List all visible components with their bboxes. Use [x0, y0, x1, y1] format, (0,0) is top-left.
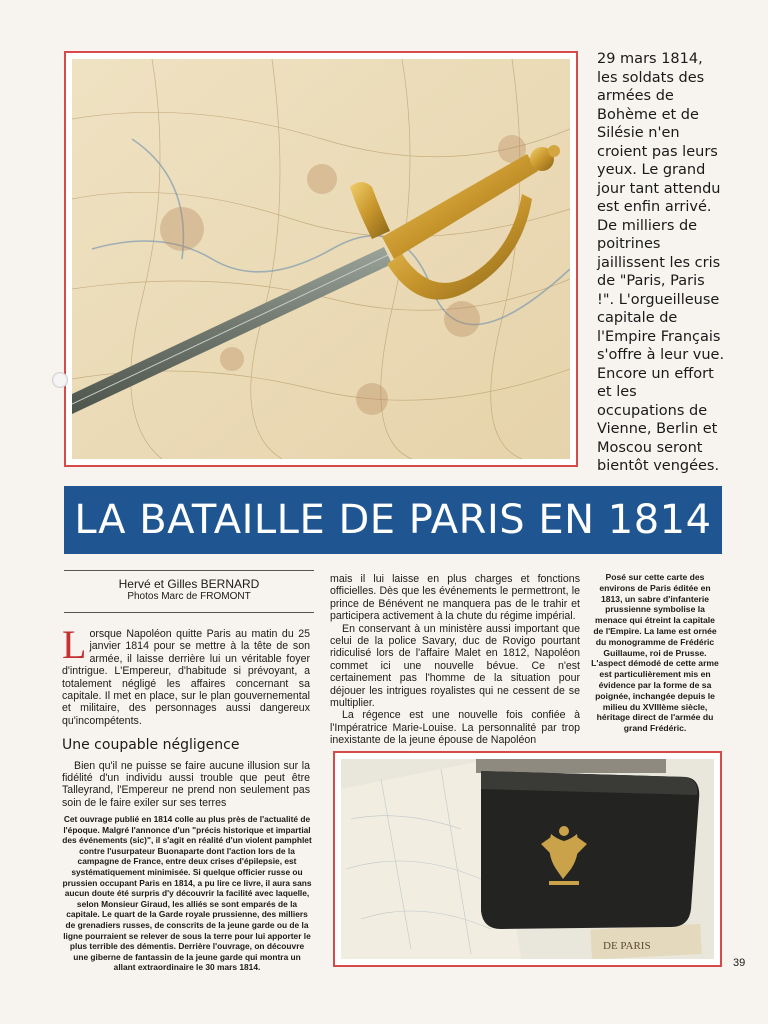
byline-bottom-rule	[64, 612, 314, 613]
drop-cap: L	[62, 622, 87, 667]
sabre-photo-frame	[64, 51, 578, 467]
sabre-caption: Posé sur cette carte des environs de Paris éditée en 1813, un sabre d'infanterie prussienne symbolise la menace qui étreint la capitale de l'Empire. La lame est ornée du monogramme de Frédéric Guillaume, roi de Prusse. L'aspect démodé de cette arme est particulièrement mis en évidence par la forme de sa poignée, inchangée depuis le milieu du XVIIIème siècle, héritage direct de l'armée du grand Frédéric.	[591, 572, 719, 734]
column-1	[62, 622, 310, 809]
map-label: DE PARIS	[603, 940, 651, 952]
page-number: 39	[733, 957, 746, 969]
article-title: LA BATAILLE DE PARIS EN 1814	[64, 486, 722, 554]
paragraph: orsque Napoléon quitte Paris au matin du 25 janvier 1814 pour se mettre à la tête de son armée, il laisse derrière lui un véritable foyer d'intrigue. L'Empereur, d'habitude si prévoyant, a totalement négligé les affaires concernant sa capitale. Il met en place, sur le plan gouvernemental et militaire, des personnages aussi dangereux qu'incompétents.	[62, 628, 310, 727]
authors: Hervé et Gilles BERNARD	[118, 577, 260, 591]
byline	[64, 570, 314, 613]
subheading: Une coupable négligence	[62, 737, 240, 754]
paragraph: La régence est une nouvelle fois confiée à l'Impératrice Marie-Louise. La personnalité par trop inexistante de la jeune épouse de Napoléon	[330, 709, 580, 747]
book-caption: Cet ouvrage publié en 1814 colle au plus près de l'actualité de l'époque. Malgré l'annonce d'un "précis historique et impartial des événements (sic)", il s'agit en réalité d'un violent pamphlet contre l'usurpateur Buonaparte dont l'action lors de la campagne de France, entre deux crises d'épilepsie, est systématiquement minimisée. Si quelque officier russe ou prussien occupant Paris en 1814, a pu lire ce livre, il aura sans aucun doute été surpris d'y découvrir la facilité avec laquelle, selon Monsieur Giraud, les alliés se sont emparés de la capitale. Le quart de la Garde royale prussienne, des milliers de grenadiers russes, de conscrits de la jeune garde ou de la ligne pourraient se relever de sous la terre pour lui apporter le plus terrible des démentis. Derrière l'ouvrage, on découvre une giberne de fantassin de la jeune garde qui montra un allant extraordinaire le 30 mars 1814.	[62, 814, 312, 973]
paragraph: En conservant à un ministère aussi important que celui de la police Savary, duc de Rovigo pourtant ridiculisé lors de l'affaire Malet en 1812, Napoléon commet ici une nouvelle bévue. Ce n'est certainement pas l'homme de la situation pour déjouer les intrigues royalistes qui ne cessent de se multiplier.	[330, 622, 580, 710]
binder-hole	[52, 372, 68, 388]
paragraph: Bien qu'il ne puisse se faire aucune illusion sur la fidélité d'un individu aussi trouble que peut être Talleyrand, l'Empereur ne prend non seulement pas soin de le faire exiler sur ses terres	[62, 759, 310, 809]
byline-top-rule	[64, 570, 314, 571]
photo-credit: Photos Marc de FROMONT	[127, 591, 251, 602]
giberne-photo-frame	[333, 751, 722, 967]
giberne-on-map-image	[341, 759, 714, 959]
intro-paragraph: 29 mars 1814, les soldats des armées de Bohème et de Silésie n'en croient pas leurs yeux. Le grand jour tant attendu est enfin arrivé. De milliers de poitrines jaillissent les cris de "Paris, Paris !". L'orgueilleuse capitale de l'Empire Français s'offre à leur vue. Encore un effort et les occupations de Vienne, Berlin et Moscou seront bientôt vengées.	[597, 51, 725, 474]
sabre-on-map-image	[72, 59, 570, 459]
column-2	[330, 573, 580, 747]
paragraph: mais il lui laisse en plus charges et fonctions officielles. Dès que les événements le permettront, le prince de Bénévent ne manquera pas de le trahir et participera activement à la chute du régime impérial.	[330, 573, 580, 623]
